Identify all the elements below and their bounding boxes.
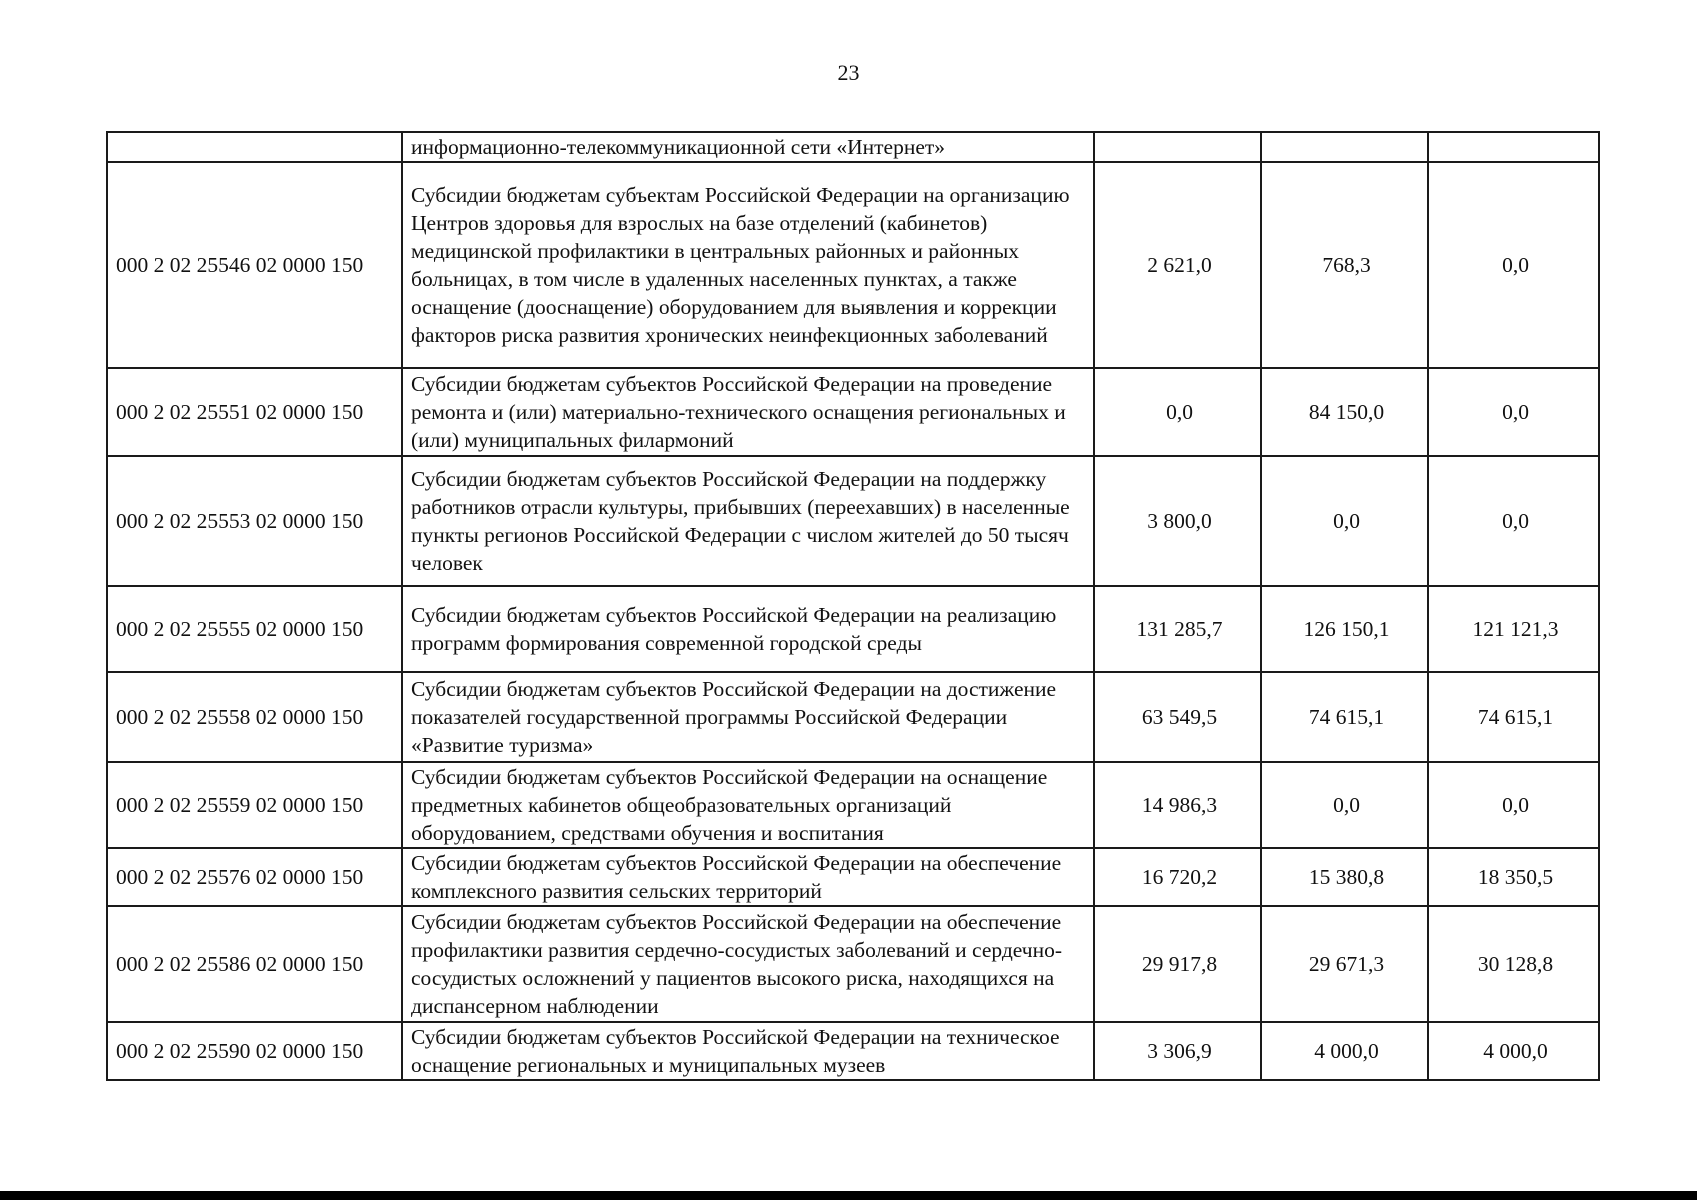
description-cell: Субсидии бюджетам субъектов Российской Федерации на обеспечение профилактики развития сердечно-сосудистых заболеваний и сердечно-сосудистых осложнений у пациентов высокого риска, находящихся на диспансерном наблюдении xyxy=(402,906,1094,1022)
description-cell: Субсидии бюджетам субъектам Российской Федерации на организацию Центров здоровья для взрослых на базе отделений (кабинетов) медицинской профилактики в центральных районных и районных больницах, в том числе в удаленных населенных пунктах, а также оснащение (дооснащение) оборудованием для выявления и коррекции факторов риска развития хронических неинфекционных заболеваний xyxy=(402,162,1094,368)
table-row xyxy=(107,848,1599,906)
amount-cell-1: 3 306,9 xyxy=(1094,1022,1261,1080)
description-cell: информационно-телекоммуникационной сети «Интернет» xyxy=(402,132,1094,162)
budget-code-cell: 000 2 02 25576 02 0000 150 xyxy=(107,848,402,906)
amount-cell-3: 30 128,8 xyxy=(1428,906,1599,1022)
table-row xyxy=(107,672,1599,762)
amount-cell-1: 29 917,8 xyxy=(1094,906,1261,1022)
budget-code-cell: 000 2 02 25546 02 0000 150 xyxy=(107,162,402,368)
budget-code-cell: 000 2 02 25559 02 0000 150 xyxy=(107,762,402,848)
budget-code-cell: 000 2 02 25558 02 0000 150 xyxy=(107,672,402,762)
amount-cell-2: 74 615,1 xyxy=(1261,672,1428,762)
amount-cell-1: 3 800,0 xyxy=(1094,456,1261,586)
amount-cell-3: 18 350,5 xyxy=(1428,848,1599,906)
amount-cell-3 xyxy=(1428,132,1599,162)
description-cell: Субсидии бюджетам субъектов Российской Федерации на обеспечение комплексного развития сельских территорий xyxy=(402,848,1094,906)
table-row xyxy=(107,368,1599,456)
amount-cell-2 xyxy=(1261,132,1428,162)
amount-cell-2: 29 671,3 xyxy=(1261,906,1428,1022)
budget-code-cell xyxy=(107,132,402,162)
budget-code-cell: 000 2 02 25555 02 0000 150 xyxy=(107,586,402,672)
description-cell: Субсидии бюджетам субъектов Российской Федерации на достижение показателей государственной программы Российской Федерации «Развитие туризма» xyxy=(402,672,1094,762)
amount-cell-2: 4 000,0 xyxy=(1261,1022,1428,1080)
amount-cell-3: 0,0 xyxy=(1428,368,1599,456)
amount-cell-2: 768,3 xyxy=(1261,162,1428,368)
budget-code-cell: 000 2 02 25553 02 0000 150 xyxy=(107,456,402,586)
budget-code-cell: 000 2 02 25590 02 0000 150 xyxy=(107,1022,402,1080)
amount-cell-2: 15 380,8 xyxy=(1261,848,1428,906)
budget-table xyxy=(106,131,1600,1081)
amount-cell-3: 0,0 xyxy=(1428,762,1599,848)
amount-cell-3: 0,0 xyxy=(1428,162,1599,368)
amount-cell-3: 74 615,1 xyxy=(1428,672,1599,762)
amount-cell-2: 84 150,0 xyxy=(1261,368,1428,456)
description-cell: Субсидии бюджетам субъектов Российской Федерации на поддержку работников отрасли культуры, прибывших (переехавших) в населенные пункты регионов Российской Федерации с числом жителей до 50 тысяч человек xyxy=(402,456,1094,586)
table-row xyxy=(107,586,1599,672)
budget-code-cell: 000 2 02 25551 02 0000 150 xyxy=(107,368,402,456)
amount-cell-2: 0,0 xyxy=(1261,762,1428,848)
amount-cell-1: 63 549,5 xyxy=(1094,672,1261,762)
budget-code-cell: 000 2 02 25586 02 0000 150 xyxy=(107,906,402,1022)
table-row xyxy=(107,1022,1599,1080)
amount-cell-3: 121 121,3 xyxy=(1428,586,1599,672)
description-cell: Субсидии бюджетам субъектов Российской Федерации на техническое оснащение региональных и муниципальных музеев xyxy=(402,1022,1094,1080)
description-cell: Субсидии бюджетам субъектов Российской Федерации на оснащение предметных кабинетов общеобразовательных организаций оборудованием, средствами обучения и воспитания xyxy=(402,762,1094,848)
amount-cell-2: 0,0 xyxy=(1261,456,1428,586)
amount-cell-1 xyxy=(1094,132,1261,162)
amount-cell-1: 14 986,3 xyxy=(1094,762,1261,848)
amount-cell-1: 131 285,7 xyxy=(1094,586,1261,672)
table-row xyxy=(107,762,1599,848)
amount-cell-1: 2 621,0 xyxy=(1094,162,1261,368)
amount-cell-1: 16 720,2 xyxy=(1094,848,1261,906)
amount-cell-1: 0,0 xyxy=(1094,368,1261,456)
table-row xyxy=(107,162,1599,368)
amount-cell-3: 4 000,0 xyxy=(1428,1022,1599,1080)
amount-cell-3: 0,0 xyxy=(1428,456,1599,586)
amount-cell-2: 126 150,1 xyxy=(1261,586,1428,672)
table-row xyxy=(107,456,1599,586)
table-row xyxy=(107,906,1599,1022)
scan-edge-bar xyxy=(0,1191,1697,1200)
table-row xyxy=(107,132,1599,162)
page-number: 23 xyxy=(837,60,860,85)
description-cell: Субсидии бюджетам субъектов Российской Федерации на проведение ремонта и (или) материально-технического оснащения региональных и (или) муниципальных филармоний xyxy=(402,368,1094,456)
description-cell: Субсидии бюджетам субъектов Российской Федерации на реализацию программ формирования современной городской среды xyxy=(402,586,1094,672)
